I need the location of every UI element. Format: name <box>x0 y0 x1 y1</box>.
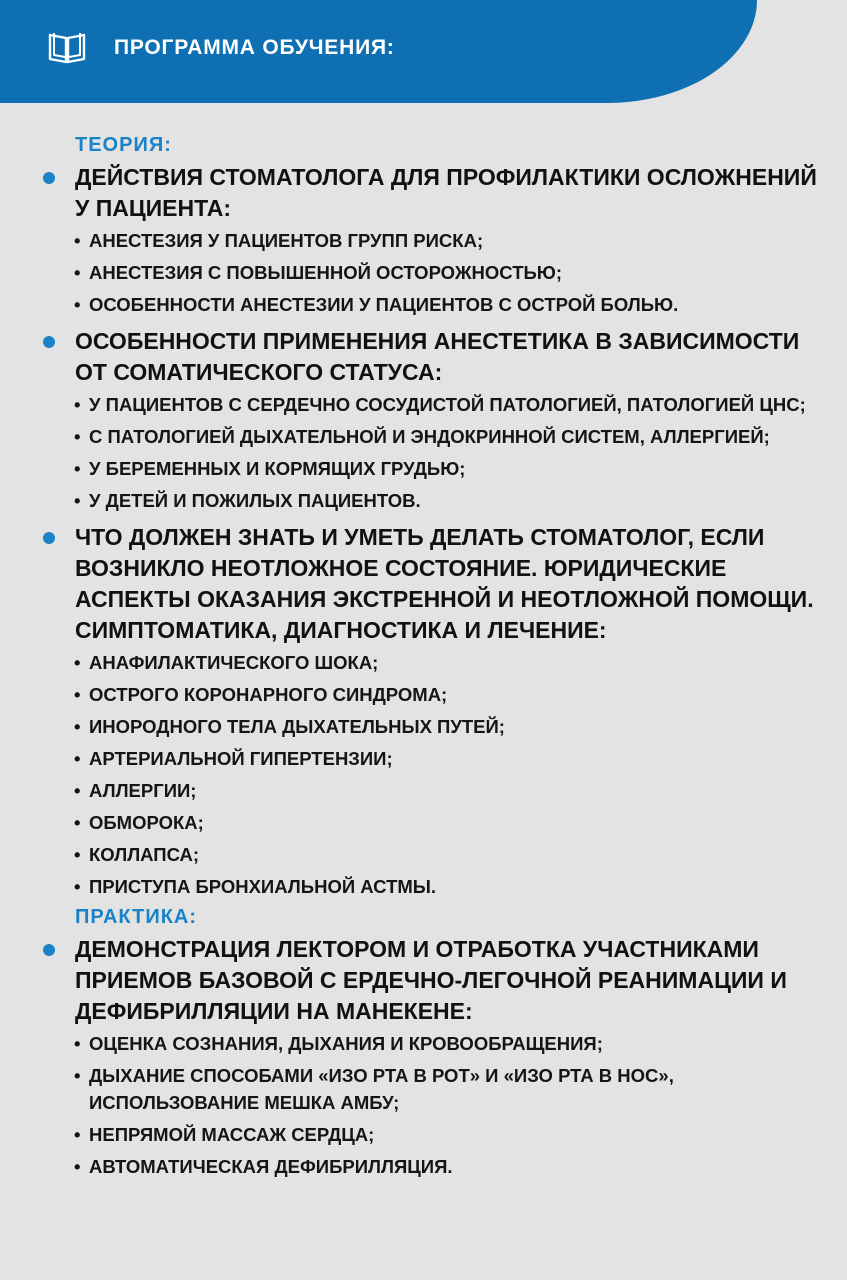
topic-title: ОСОБЕННОСТИ ПРИМЕНЕНИЯ АНЕСТЕТИКА В ЗАВИСИМОСТИ ОТ СОМАТИЧЕСКОГО СТАТУСА: <box>75 328 800 385</box>
list-item: • АРТЕРИАЛЬНОЙ ГИПЕРТЕНЗИИ; <box>74 748 393 769</box>
list-item: • ОБМОРОКА; <box>74 812 204 833</box>
list-item: • АНАФИЛАКТИЧЕСКОГО ШОКА; <box>74 652 379 673</box>
list-item: • ОЦЕНКА СОЗНАНИЯ, ДЫХАНИЯ И КРОВООБРАЩЕНИЯ; <box>74 1033 603 1054</box>
list-item: • ОСТРОГО КОРОНАРНОГО СИНДРОМА; <box>74 684 448 705</box>
topic-title: ДЕМОНСТРАЦИЯ ЛЕКТОРОМ И ОТРАБОТКА УЧАСТНИКАМИ ПРИЕМОВ БАЗОВОЙ С ЕРДЕЧНО-ЛЕГОЧНОЙ РЕАНИМАЦИИ И ДЕФИБРИЛЛЯЦИИ НА МАНЕКЕНЕ: <box>75 936 787 1024</box>
list-item: • АНЕСТЕЗИЯ У ПАЦИЕНТОВ ГРУПП РИСКА; <box>74 230 484 251</box>
page-title: ПРОГРАММА ОБУЧЕНИЯ: <box>114 36 395 59</box>
bullet-dot <box>43 944 55 956</box>
list-item: • У ДЕТЕЙ И ПОЖИЛЫХ ПАЦИЕНТОВ. <box>74 490 421 511</box>
topic-heading <box>0 326 847 388</box>
list-item: • АЛЛЕРГИИ; <box>74 780 197 801</box>
section-label-practice: ПРАКТИКА: <box>75 906 198 928</box>
bullet-dot <box>43 532 55 544</box>
bullet-dot <box>43 336 55 348</box>
list-item: • АВТОМАТИЧЕСКАЯ ДЕФИБРИЛЛЯЦИЯ. <box>74 1156 453 1177</box>
list-item: • У БЕРЕМЕННЫХ И КОРМЯЩИХ ГРУДЬЮ; <box>74 458 466 479</box>
list-item: • ОСОБЕННОСТИ АНЕСТЕЗИИ У ПАЦИЕНТОВ С ОСТРОЙ БОЛЬЮ. <box>74 294 679 315</box>
bullet-dot <box>43 172 55 184</box>
topic-title: ДЕЙСТВИЯ СТОМАТОЛОГА ДЛЯ ПРОФИЛАКТИКИ ОСЛОЖНЕНИЙ У ПАЦИЕНТА: <box>75 164 817 221</box>
section-label-theory: ТЕОРИЯ: <box>75 134 172 156</box>
list-item: • У ПАЦИЕНТОВ С СЕРДЕЧНО СОСУДИСТОЙ ПАТОЛОГИЕЙ, ПАТОЛОГИЕЙ ЦНС; <box>74 394 806 415</box>
list-item: • С ПАТОЛОГИЕЙ ДЫХАТЕЛЬНОЙ И ЭНДОКРИННОЙ СИСТЕМ, АЛЛЕРГИЕЙ; <box>74 426 770 447</box>
list-item: • ДЫХАНИЕ СПОСОБАМИ «ИЗО РТА В РОТ» И «ИЗО РТА В НОС», ИСПОЛЬЗОВАНИЕ МЕШКА АМБУ; <box>74 1065 674 1113</box>
topic-heading <box>0 162 847 224</box>
list-item: • ПРИСТУПА БРОНХИАЛЬНОЙ АСТМЫ. <box>74 876 437 897</box>
open-book-icon <box>46 30 88 64</box>
topic-heading <box>0 934 847 1027</box>
list-item: • ИНОРОДНОГО ТЕЛА ДЫХАТЕЛЬНЫХ ПУТЕЙ; <box>74 716 505 737</box>
list-item: • АНЕСТЕЗИЯ С ПОВЫШЕННОЙ ОСТОРОЖНОСТЬЮ; <box>74 262 563 283</box>
topic-title: ЧТО ДОЛЖЕН ЗНАТЬ И УМЕТЬ ДЕЛАТЬ СТОМАТОЛОГ, ЕСЛИ ВОЗНИКЛО НЕОТЛОЖНОЕ СОСТОЯНИЕ. ЮРИДИЧЕСКИЕ АСПЕКТЫ ОКАЗАНИЯ ЭКСТРЕННОЙ И НЕОТЛОЖНОЙ ПОМОЩИ. СИМПТОМАТИКА, ДИАГНОСТИКА И ЛЕЧЕНИЕ: <box>75 524 814 643</box>
list-item: • КОЛЛАПСА; <box>74 844 200 865</box>
header-banner <box>0 0 757 103</box>
list-item: • НЕПРЯМОЙ МАССАЖ СЕРДЦА; <box>74 1124 375 1145</box>
program-content <box>0 130 847 1180</box>
topic-heading <box>0 522 847 646</box>
